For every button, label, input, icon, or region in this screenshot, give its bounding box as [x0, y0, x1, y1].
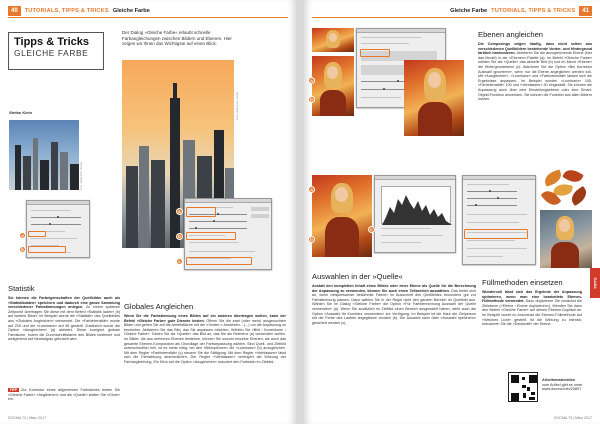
marker-a-ebenen: a [308, 77, 315, 84]
heading-statistik: Statistik [8, 284, 35, 293]
city-blue-image [9, 120, 79, 190]
ebenen-text [478, 42, 592, 154]
fuell-text [482, 290, 582, 368]
woman-result-image [540, 210, 592, 268]
heading-ebenen-angleichen: Ebenen angleichen [478, 30, 544, 39]
marker-b-quelle: b [308, 236, 315, 243]
histogram-dialog-screenshot [374, 175, 456, 253]
page-number: 40 [8, 6, 21, 16]
marker-b-small: b [19, 246, 26, 253]
right-page [304, 0, 600, 424]
qr-code[interactable] [508, 372, 538, 402]
author-name: Stefan Klein [9, 110, 33, 115]
globales-lead: Wenn Sie die Farbstimmung eines Bildes auf ein anderes übertragen wollen, kann der Befehl »Gleiche Farbe« gute Dienste leisten. [124, 314, 286, 323]
tipp-label: TIPP [9, 388, 18, 392]
woman-autumn-large [404, 60, 464, 136]
highlight-small-a [28, 231, 46, 237]
heading-globales-angleichen: Globales Angleichen [124, 302, 194, 311]
ebenen-body: Aktivieren Sie die anzugleichende Ebene (hier das Model) in der »Ebenen«-Palette (a). Im Befehl »Gleiche Farbe« wählen Sie als »Quelle« das aktuelle Bild (b) und im Menü »Ebene« die Hintergrundebene (c). Aktivieren Sie die Option »Bei Korrektur Auswahl ignorieren«, wenn nur die Ebene angeglichen werden soll. Mit »Ausgleichen«, »Luminanz« und »Farbintensität« lassen sich die Ergebnisse anpassen. Im Beispiel wurden »Luminanz« 105, »Farbintensität« 100 und »Verblassen« 30 eingestellt. Sie können die Anpassung auch über eine Einstellungsebene oder eine Smart-Objekt-Funktion anwenden. Sie können die Funktion aus allen Bildern nutzen. [478, 51, 592, 102]
left-page-header [8, 5, 150, 16]
quelle-body: Das bietet sich an, wenn beispielsweise bestimmte Farben im Ausschnitt des Quellbildes besonders gut zur Farbstimmung passen. Dazu wählen Sie in der Regel nicht den ganzen Bereich im Quellbild aus. Wählen Sie im Dialog »Gleiche Farbe« die Option »Für Farbberechnung Auswahl der Quelle verwenden« (a). Wenn Sie zusätzlich im Zielbild einen Bereich ausgewählt haben, steht auch die Option »Auswahl für Korrektur verwenden« zur Verfügung. Im Beispiel ist die Haut der Zielperson mit der Farbe des Laubes angeglichen worden (b). Die Auswahl kann über »Auswahl speichern« gesichert werden (c). [312, 288, 476, 325]
woman-composite-image [312, 56, 354, 116]
article-title: Tipps & Tricks [14, 36, 89, 48]
subsection-label: Gleiche Farbe [112, 7, 150, 14]
highlight-large-c [186, 257, 252, 265]
intro-text: Der Dialog »Gleiche Farbe« erlaubt schnelle Farbangleichungen zwischen Bildern und Ebenen. Hier zeigen wir Ihnen das Wichtigste auf einen Blick. [122, 30, 232, 47]
fuell-lead: Wundervoll lässt sich das Ergebnis der Anpassung optimieren, wenn man eine bearbeitete Ebenen-Füllmethode verwendet. [482, 290, 582, 304]
city-blue-caption: Foto: Manhattan / fotolia [80, 162, 83, 190]
city-sunset-caption: Foto: Manhattan / fotolia [236, 92, 239, 120]
marker-c-quelle: c [368, 226, 375, 233]
article-title-box [8, 32, 104, 70]
highlight-quelle-selection [464, 229, 528, 239]
subsection-label: Gleiche Farbe [450, 7, 488, 14]
article-subtitle: GLEICHE FARBE [14, 48, 89, 58]
marker-a-small: a [19, 232, 26, 239]
side-tab-tipps: TIPPS [590, 268, 600, 298]
gleiche-farbe-dialog-right [462, 175, 536, 265]
globales-body: Öffnen Sie die zwei (oder mehr) ausgesuchten Bilder und gehen Sie auf die Arbeitsfläche mit der »Vorder-« Ansichten – (...) um die Anpassung zu beurteilen. Aktivieren Sie das Bild, das Sie anpassen möchten. Wählen Sie »Bild › Korrekturen › Gleiche Farbe«. Geben Sie als »Quelle« das Bild an, das Sie als Referenz (a) verwenden wollen. Im Bilder, die aus mehreren Ebenen bestehen, können Sie sowohl einzelne Ebenen, als auch das gesamte Ebenen-Kompositum als Grundlage der Farbanpassung wählen. Sind Quell- und Zielbild unterschiedlich hell, ist es meist nötig, bei den »Bildoptionen« die »Luminanz« (b) anzugleichen. Mit dem Regler »Farbintensität« (c) steuern Sie die Sättigung. Mit dem Regler »Verblassen« lässt sich die Farbwirkung abschwächen. Der Regler »Verblassen« verringert die Wirkung der Farbangleichung. Ein Klick auf die Option »Ausgleichen« reduziert den Farbstich im Zielbild. [124, 318, 286, 364]
ebenen-lead: Die Composings zeigen häufig, dass nicht selten aus verschiedenen Quellbildern bestehende Vorder- und Hintergrund farblich harmonieren. [478, 42, 592, 56]
marker-b-large: b [176, 233, 183, 240]
highlight-large-a [186, 207, 216, 217]
qr-description: zum Artikel gibt es unter www.docma.info/20897 [542, 382, 583, 392]
heading-auswahlen-quelle: Auswahlen in der »Quelle« [312, 272, 403, 281]
section-label: TUTORIALS, TIPPS & TRICKS [491, 7, 576, 14]
highlight-ebenen-a [360, 49, 390, 57]
tipp-box [8, 388, 120, 412]
marker-c-large: c [176, 258, 183, 265]
page-number: 41 [579, 6, 592, 16]
marker-a-large: a [176, 208, 183, 215]
statistik-lead: Sie können die Farbeigenschaften der Quellbilder auch als »Statistikdaten« speichern und dadurch eine ganze Sammlung verschiedener Farbstimmungen anlegen. [8, 296, 120, 310]
right-page-header [450, 5, 592, 16]
header-rule [8, 17, 288, 18]
woman-thumbnail-top [312, 28, 354, 52]
globales-text [124, 314, 286, 412]
left-footer: DOCMA 73 | März 2017 [8, 416, 47, 420]
marker-a-quelle: a [308, 186, 315, 193]
heading-fuellmethoden: Füllmethoden einsetzen [482, 278, 563, 287]
histogram-graphic [382, 187, 452, 225]
fuell-body: Dazu duplizieren Sie zunächst die Zielebene (»Ebene › Ebene duplizieren«). Wenden Sie dann den Befehl »Gleiche Farbe« auf diesen Ebenen-Duplikat an. Im Beispiel wurde im Anschluss die Ebenen-Füllmethode auf »Weiches Licht« gestellt. Ist die Wirkung zu intensiv, reduzieren Sie die »Deckkraft« der Ebene. [482, 299, 582, 327]
tipp-text: Zur Korrektur eines allgemeinen Farbstiches bieten Sie »Gleiche Farbe« »Angleichen« und als »Quelle« stellen Sie »Ohne« ein. [8, 388, 120, 402]
section-label: TUTORIALS, TIPPS & TRICKS [24, 7, 109, 14]
right-footer: DOCMA 73 | März 2017 [553, 416, 592, 420]
qr-title: Arbeitsmaterialien [542, 378, 576, 382]
quelle-lead: Anstatt den kompletten Inhalt eines Bildes oder einer Ebene als Quelle für die Berechnung der Anpassung zu verwenden, können Sie auch einen Teilbereich auswählen. [312, 284, 476, 293]
statistik-body: Zu einem späteren Zeitpunkt übertragen Sie diese mit dem Befehl »Statistik laden« (b) auf weitere Bilder. Im Beispiel wurde die »Statistik« des Quellbildes aus »Globales Angleichen« verwendet. Die »Farbintensität« wurde auf 200 und die »Luminanz« auf 96 gestellt. Zusätzlich wurde die Option »Ausgleichen« (a) aktiviert. Diese korrigiert globale Farbstiche, indem die Durchschnittsfarbe des Bildes bestimmt und weitgehend auf Neutralgrau gebracht wird. [8, 305, 120, 342]
qr-info [542, 378, 590, 392]
header-rule [312, 17, 592, 18]
quelle-text [312, 284, 476, 412]
highlight-small-b [28, 246, 66, 253]
woman-source-image [312, 175, 372, 257]
marker-b-ebenen: b [308, 96, 315, 103]
highlight-large-b [186, 232, 236, 240]
autumn-leaves-image [540, 168, 592, 208]
left-page [0, 0, 296, 424]
